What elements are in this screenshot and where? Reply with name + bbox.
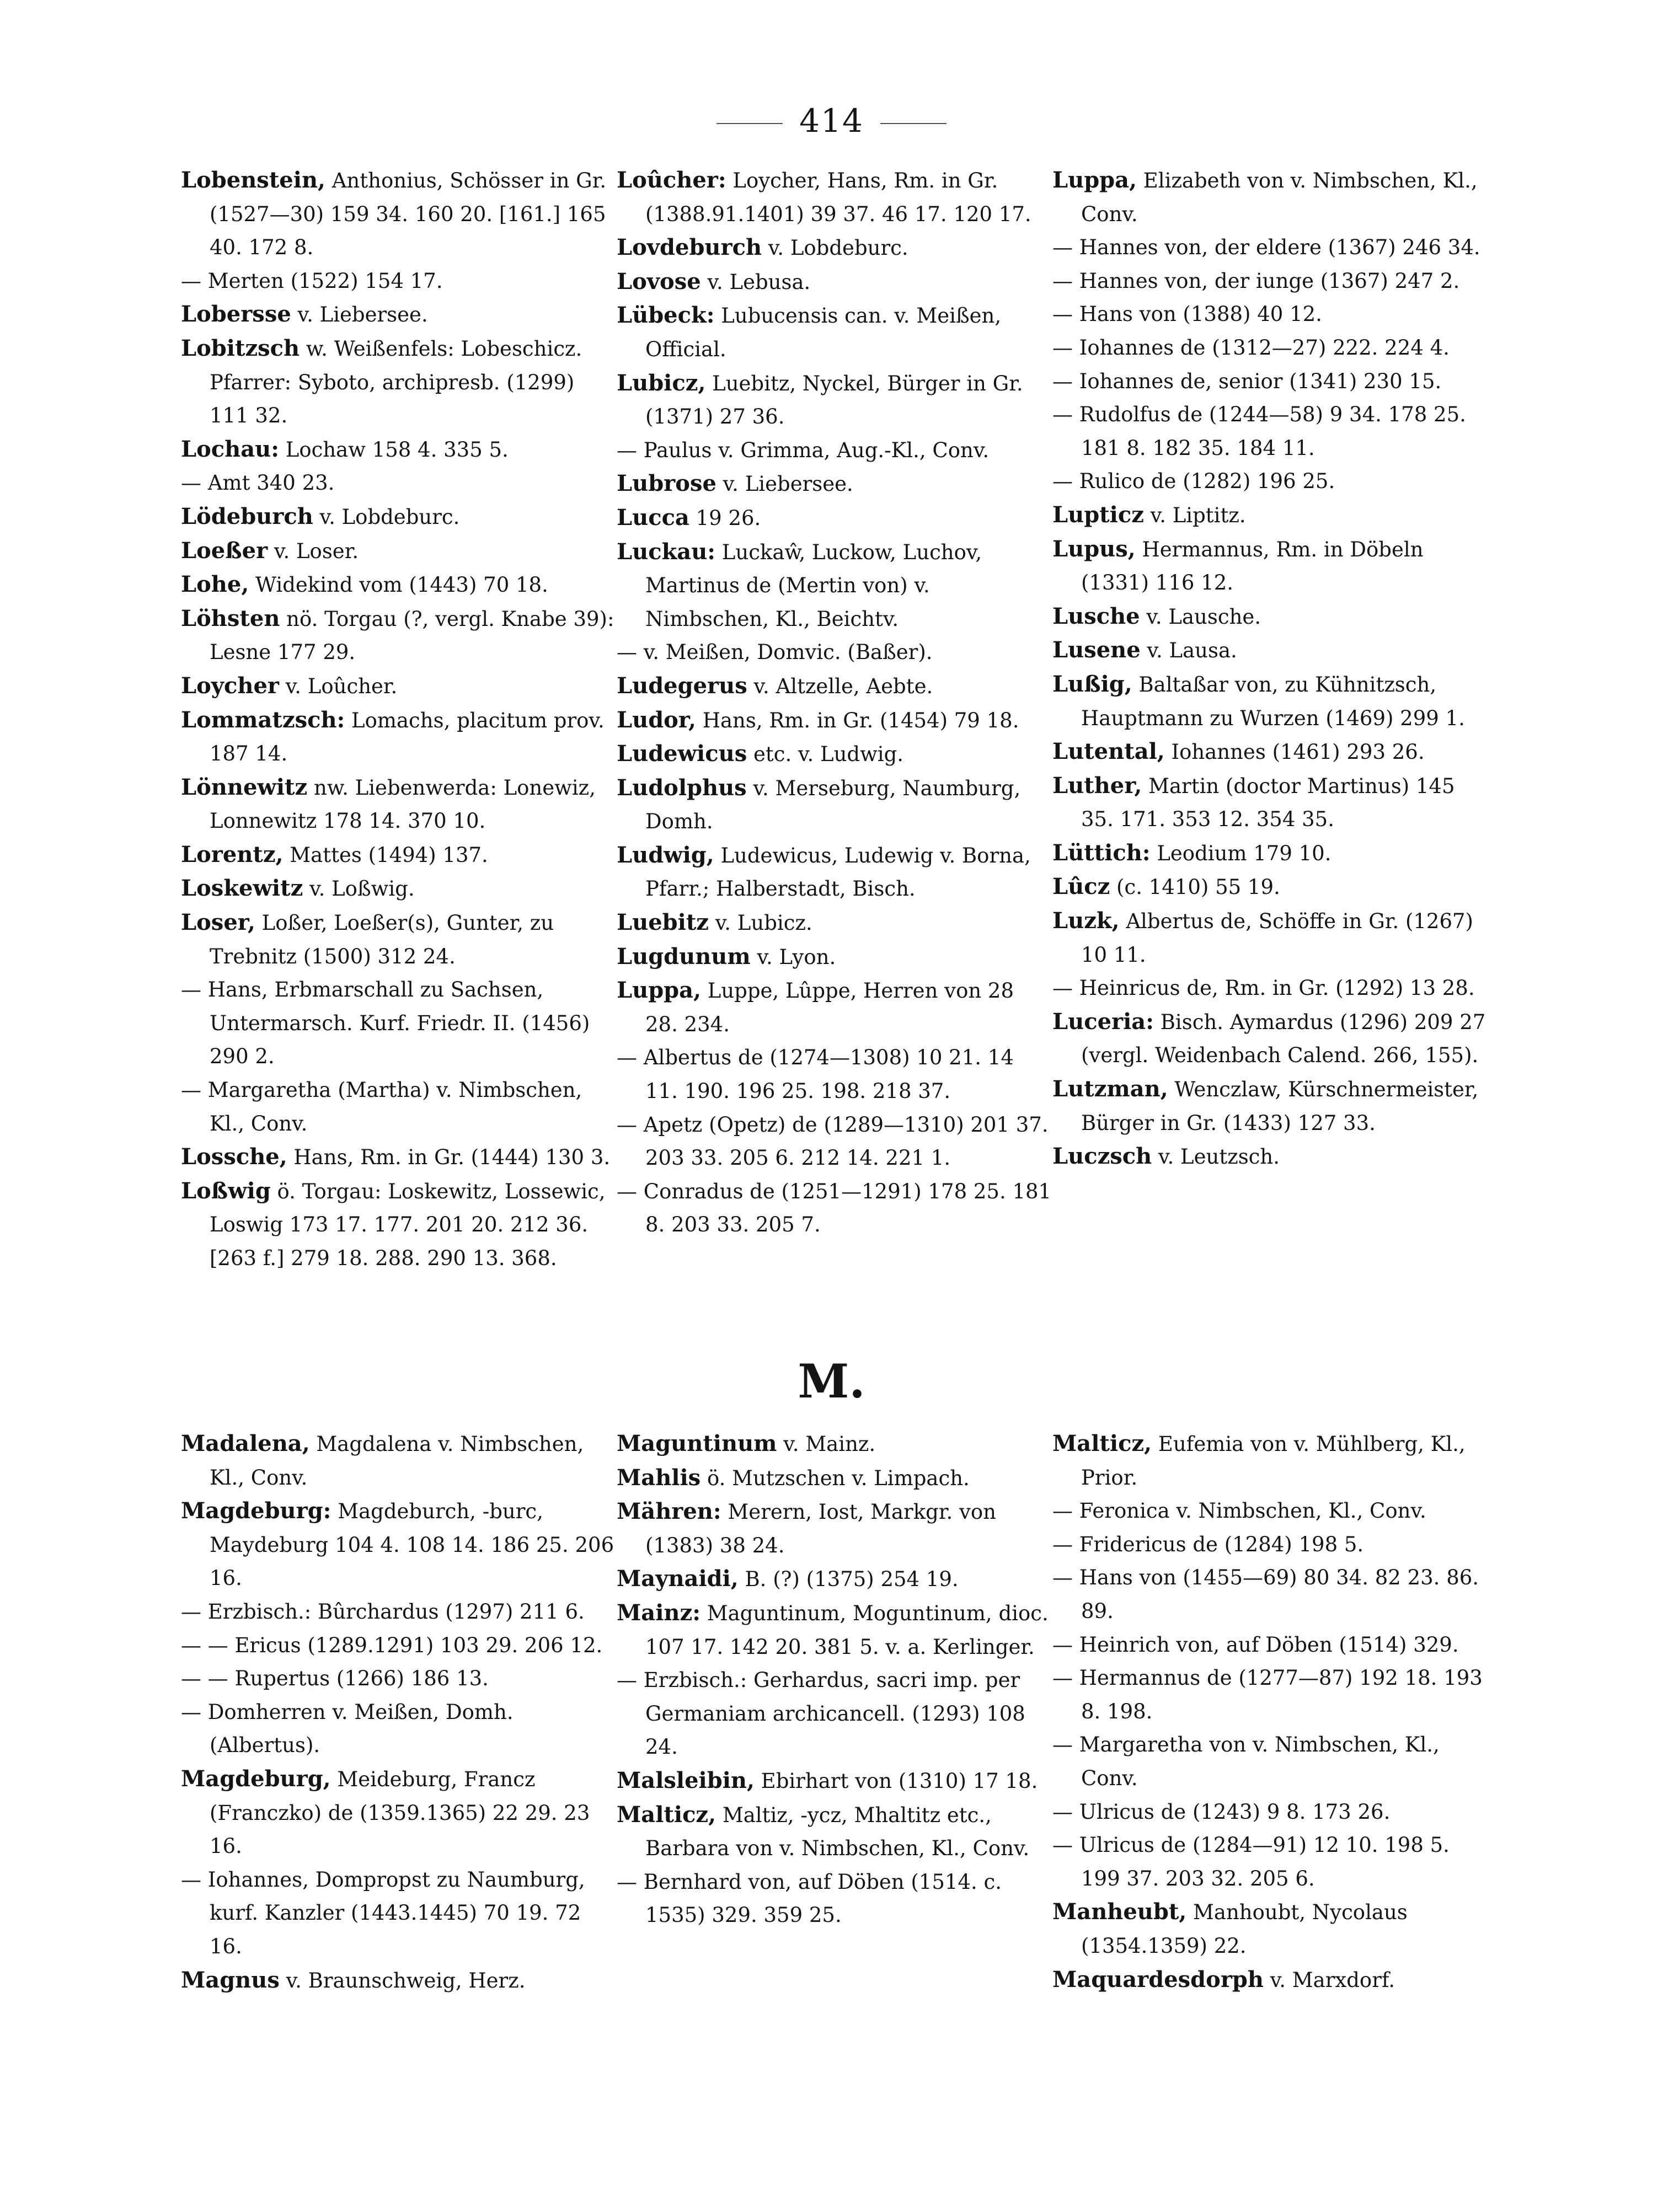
index-entry <box>617 1427 1052 1461</box>
index-entry <box>181 602 617 670</box>
index-entry-text: v. Loser. <box>268 539 359 563</box>
index-entry <box>1052 735 1488 769</box>
index-entry <box>1052 298 1488 331</box>
index-entry <box>617 940 1052 974</box>
index-entry-text: v. Lyon. <box>750 945 836 969</box>
index-entry-text: Magdalena v. Nimbschen, Kl., Conv. <box>210 1432 584 1490</box>
index-entry-text: Meideburg, Francz (Franczko) de (1359.1365) 22 29. 23 16. <box>210 1767 590 1858</box>
index-entry-text: v. Lobdeburc. <box>762 236 908 260</box>
index-entry <box>1052 600 1488 634</box>
index-entry <box>1052 904 1488 972</box>
index-headword: Luebitz <box>617 909 709 936</box>
index-entry <box>617 1597 1052 1664</box>
index-entry-text: Luppe, Lûppe, Herren von 28 28. 234. <box>645 979 1014 1036</box>
index-entry <box>617 1175 1052 1242</box>
index-entry <box>181 670 617 704</box>
index-entry <box>1052 465 1488 499</box>
index-entry-text: — Hannes von, der iunge (1367) 247 2. <box>1052 269 1460 293</box>
index-headword: Maquardesdorph <box>1052 1966 1264 1993</box>
index-headword: Lubrose <box>617 470 716 497</box>
index-entry <box>181 1175 617 1276</box>
index-entry-text: v. Lausa. <box>1140 639 1237 663</box>
index-entry <box>617 704 1052 738</box>
index-entry-text: Manhoubt, Nycolaus (1354.1359) 22. <box>1081 1900 1408 1958</box>
index-entry <box>181 298 617 332</box>
index-entry <box>617 501 1052 535</box>
index-entry <box>617 164 1052 231</box>
index-headword: Lubicz, <box>617 369 706 396</box>
index-entry <box>1052 1140 1488 1174</box>
index-entry-text: nw. Liebenwerda: Lonewiz, Lonnewitz 178 14. 370 10. <box>210 775 596 833</box>
index-entry-text: — Fridericus de (1284) 198 5. <box>1052 1532 1364 1556</box>
index-entry-text: Lomachs, placitum prov. 187 14. <box>210 708 605 766</box>
index-entry <box>1052 1728 1488 1795</box>
index-entry <box>617 231 1052 265</box>
index-entry <box>617 299 1052 366</box>
index-entry <box>1052 1629 1488 1662</box>
index-entry-text: — Feronica v. Nimbschen, Kl., Conv. <box>1052 1499 1426 1523</box>
header-rule-left <box>716 123 783 124</box>
index-entry <box>181 1595 617 1629</box>
index-entry-text: v. Lobdeburc. <box>313 505 460 529</box>
index-headword: Lobersse <box>181 301 291 328</box>
index-headword: Lobenstein, <box>181 167 325 193</box>
index-entry-text: v. Leutzsch. <box>1152 1145 1280 1169</box>
index-entry <box>617 1866 1052 1932</box>
index-entry-text: v. Merseburg, Naumburg, Domh. <box>645 776 1021 834</box>
index-entry-text: — Albertus de (1274—1308) 10 21. 14 11. 190. 196 25. 198. 218 37. <box>617 1046 1014 1104</box>
index-entry <box>1052 1895 1488 1963</box>
index-entry-text: Hans, Rm. in Gr. (1454) 79 18. <box>696 708 1019 732</box>
index-entry-text: — Amt 340 23. <box>181 471 335 495</box>
index-headword: Loeßer <box>181 537 268 564</box>
index-entry-text: ö. Torgau: Loskewitz, Lossewic, Loswig 173 17. 177. 201 20. 212 36. [263 f.] 279 18. 288. 290 13. 368. <box>210 1179 606 1270</box>
index-entry <box>1052 769 1488 837</box>
index-headword: Mainz: <box>617 1599 701 1626</box>
index-entry <box>617 737 1052 772</box>
index-entry <box>617 1798 1052 1866</box>
header-rule-right <box>880 123 947 124</box>
index-entry-text: — Ulricus de (1284—91) 12 10. 198 5. 199 37. 203 32. 205 6. <box>1052 1833 1450 1890</box>
index-headword: Ludewicus <box>617 741 747 767</box>
index-entry-text: Ebirhart von (1310) 17 18. <box>754 1769 1038 1793</box>
index-headword: Luther, <box>1052 772 1142 799</box>
index-entry-text: B. (?) (1375) 254 19. <box>738 1567 959 1592</box>
index-column-5 <box>617 1427 1052 1932</box>
index-entry <box>1052 1073 1488 1140</box>
index-entry-text: Hans, Rm. in Gr. (1444) 130 3. <box>287 1145 611 1170</box>
index-entry-text: Baltaßar von, zu Kühnitzsch, Hauptmann zu Wurzen (1469) 299 1. <box>1081 672 1465 730</box>
index-entry <box>1052 533 1488 600</box>
index-entry <box>181 771 617 838</box>
index-headword: Manheubt, <box>1052 1899 1187 1925</box>
index-entry <box>617 839 1052 906</box>
index-headword: Lußig, <box>1052 671 1132 697</box>
index-entry-text: Merern, Iost, Markgr. von (1383) 38 24. <box>645 1500 996 1557</box>
index-headword: Lusche <box>1052 603 1140 629</box>
index-headword: Lüttich: <box>1052 839 1151 866</box>
index-entry <box>1052 164 1488 231</box>
index-headword: Luppa, <box>1052 167 1137 193</box>
index-entry-text: Martin (doctor Martinus) 145 35. 171. 353 12. 354 35. <box>1081 774 1455 832</box>
index-entry <box>1052 231 1488 265</box>
index-entry <box>181 1140 617 1175</box>
index-entry-text: Maguntinum, Moguntinum, dioc. 107 17. 142 20. 381 5. v. a. Kerlinger. <box>645 1601 1049 1659</box>
index-entry-text: v. Mainz. <box>777 1432 876 1456</box>
page-number-text: 414 <box>799 102 864 140</box>
index-entry-text: — Conradus de (1251—1291) 178 25. 181 8. 203 33. 205 7. <box>617 1179 1052 1237</box>
index-entry-text: Magdeburch, -burc, Maydeburg 104 4. 108 14. 186 25. 206 16. <box>210 1499 614 1590</box>
index-entry-text: — Margaretha (Martha) v. Nimbschen, Kl., Conv. <box>181 1078 582 1136</box>
index-entry-text: — Merten (1522) 154 17. <box>181 269 443 293</box>
index-entry-text: Eufemia von v. Mühlberg, Kl., Prior. <box>1081 1432 1466 1490</box>
index-headword: Lûcz <box>1052 874 1110 900</box>
index-entry <box>181 1964 617 1998</box>
index-headword: Lucca <box>617 504 689 531</box>
index-entry-text: — Iohannes de, senior (1341) 230 15. <box>1052 369 1442 393</box>
index-entry-text: — Hans von (1455—69) 80 34. 82 23. 86. 89. <box>1052 1566 1479 1623</box>
index-entry <box>1052 331 1488 365</box>
index-headword: Lupus, <box>1052 535 1136 562</box>
index-headword: Magdeburg: <box>181 1498 331 1524</box>
index-entry-text: — Bernhard von, auf Döben (1514. c. 1535) 329. 359 25. <box>617 1870 1002 1927</box>
index-headword: Loycher <box>181 672 280 699</box>
index-entry-text: v. Loßwig. <box>303 877 415 901</box>
index-entry-text: (c. 1410) 55 19. <box>1110 875 1280 899</box>
index-headword: Magdeburg, <box>181 1765 331 1792</box>
index-entry <box>181 500 617 534</box>
index-entry-text: v. Loûcher. <box>279 674 398 698</box>
index-entry <box>617 265 1052 299</box>
index-headword: Lödeburch <box>181 503 313 529</box>
index-entry-text: Widekind vom (1443) 70 18. <box>249 573 548 597</box>
index-entry <box>181 1863 617 1964</box>
index-entry <box>181 265 617 298</box>
index-headword: Mähren: <box>617 1498 721 1525</box>
index-entry-text: — Rudolfus de (1244—58) 9 34. 178 25. 181 8. 182 35. 184 11. <box>1052 403 1466 460</box>
index-entry-text: Mattes (1494) 137. <box>283 843 488 867</box>
index-entry-text: — Paulus v. Grimma, Aug.-Kl., Conv. <box>617 438 990 462</box>
index-entry <box>181 1629 617 1663</box>
index-entry <box>181 1495 617 1595</box>
index-entry <box>1052 870 1488 904</box>
index-entry <box>181 973 617 1074</box>
index-entry <box>617 1461 1052 1496</box>
index-entry <box>617 535 1052 636</box>
index-column-4 <box>181 1427 617 1997</box>
index-entry-text: v. Liebersee. <box>291 303 428 327</box>
index-entry <box>1052 1662 1488 1728</box>
index-entry-text: — — Ericus (1289.1291) 103 29. 206 12. <box>181 1633 603 1657</box>
index-headword: Luckau: <box>617 538 716 565</box>
index-entry <box>617 670 1052 704</box>
index-headword: Malticz, <box>1052 1431 1152 1456</box>
index-entry-text: — Iohannes de (1312—27) 222. 224 4. <box>1052 335 1450 360</box>
index-headword: Madalena, <box>181 1431 310 1456</box>
index-entry <box>617 367 1052 434</box>
index-column-2 <box>617 164 1052 1242</box>
index-entry-text: v. Marxdorf. <box>1263 1968 1395 1992</box>
index-entry <box>1052 1528 1488 1562</box>
index-entry <box>617 1495 1052 1562</box>
index-entry <box>617 1562 1052 1597</box>
index-entry <box>1052 1495 1488 1528</box>
index-headword: Lutental, <box>1052 738 1165 765</box>
index-headword: Lutzman, <box>1052 1076 1168 1102</box>
index-headword: Lugdunum <box>617 943 751 970</box>
index-entry-text: Hermannus, Rm. in Döbeln (1331) 116 12. <box>1081 537 1424 595</box>
index-headword: Luppa, <box>617 977 701 1004</box>
index-entry-text: — Hans, Erbmarschall zu Sachsen, Untermarsch. Kurf. Friedr. II. (1456) 290 2. <box>181 978 590 1069</box>
index-entry-text: v. Altzelle, Aebte. <box>747 674 933 698</box>
index-entry <box>1052 265 1488 298</box>
index-headword: Lönnewitz <box>181 774 308 800</box>
index-column-6 <box>1052 1427 1488 1997</box>
index-entry-text: — Ulricus de (1243) 9 8. 173 26. <box>1052 1799 1391 1824</box>
page-number <box>0 102 1663 140</box>
index-entry-text: Elizabeth von v. Nimbschen, Kl., Conv. <box>1081 169 1478 226</box>
index-entry-text: Anthonius, Schösser in Gr. (1527—30) 159 34. 160 20. [161.] 165 40. 172 8. <box>210 169 607 260</box>
index-headword: Ludolphus <box>617 774 747 801</box>
index-headword: Maguntinum <box>617 1431 777 1456</box>
index-entry <box>1052 365 1488 399</box>
index-entry-text: v. Lausche. <box>1140 604 1261 629</box>
index-entry-text: — Hermannus de (1277—87) 192 18. 193 8. 198. <box>1052 1666 1483 1723</box>
index-entry-text: 19 26. <box>689 506 761 530</box>
index-entry <box>617 1041 1052 1108</box>
index-headword: Loûcher: <box>617 167 726 193</box>
index-entry-text: — Heinrich von, auf Döben (1514) 329. <box>1052 1632 1459 1657</box>
index-headword: Ludegerus <box>617 672 747 699</box>
index-entry <box>181 433 617 467</box>
index-entry <box>617 906 1052 940</box>
index-headword: Lorentz, <box>181 841 284 867</box>
index-entry-text: Ludewicus, Ludewig v. Borna, Pfarr.; Halberstadt, Bisch. <box>645 843 1031 901</box>
index-entry-text: Luebitz, Nyckel, Bürger in Gr. (1371) 27 36. <box>645 371 1023 429</box>
index-headword: Löhsten <box>181 605 280 631</box>
index-headword: Luceria: <box>1052 1008 1154 1035</box>
index-entry-text: — Erzbisch.: Gerhardus, sacri imp. per Germaniam archicancell. (1293) 108 24. <box>617 1668 1025 1759</box>
index-headword: Ludwig, <box>617 842 714 868</box>
index-entry <box>1052 634 1488 668</box>
index-entry-text: Wenczlaw, Kürschnermeister, Bürger in Gr. (1433) 127 33. <box>1081 1078 1479 1135</box>
index-entry <box>617 772 1052 839</box>
index-entry <box>181 568 617 602</box>
index-entry <box>1052 398 1488 465</box>
index-entry-text: — Rulico de (1282) 196 25. <box>1052 469 1335 494</box>
index-headword: Lusene <box>1052 637 1141 663</box>
index-entry <box>181 704 617 771</box>
index-entry <box>1052 1005 1488 1073</box>
index-entry <box>1052 1796 1488 1829</box>
index-headword: Lossche, <box>181 1144 287 1170</box>
index-entry <box>181 872 617 906</box>
index-entry-text: Loycher, Hans, Rm. in Gr. (1388.91.1401) 39 37. 46 17. 120 17. <box>645 169 1031 226</box>
index-entry-text: etc. v. Ludwig. <box>747 742 904 767</box>
index-entry <box>181 534 617 569</box>
index-entry-text: Albertus de, Schöffe in Gr. (1267) 10 11. <box>1081 909 1473 967</box>
index-headword: Lupticz <box>1052 501 1144 528</box>
index-entry <box>181 1763 617 1863</box>
index-entry <box>181 332 617 433</box>
index-headword: Lochau: <box>181 436 280 462</box>
index-entry-text: Luckaŵ, Luckow, Luchov, Martinus de (Mertin von) v. Nimbschen, Kl., Beichtv. <box>645 540 982 631</box>
index-entry-text: v. Lubicz. <box>709 911 812 935</box>
index-entry-text: — v. Meißen, Domvic. (Baßer). <box>617 640 933 665</box>
index-headword: Lovdeburch <box>617 234 762 261</box>
index-entry-text: Maltiz, -ycz, Mhaltitz etc., Barbara von v. Nimbschen, Kl., Conv. <box>645 1803 1030 1861</box>
index-entry-text: — Margaretha von v. Nimbschen, Kl., Conv. <box>1052 1733 1440 1790</box>
index-headword: Maynaidi, <box>617 1566 739 1592</box>
index-entry <box>181 164 617 265</box>
index-entry <box>181 838 617 872</box>
index-entry-text: w. Weißenfels: Lobeschicz. Pfarrer: Syboto, archipresb. (1299) 111 32. <box>210 336 582 428</box>
index-entry-text: v. Lebusa. <box>701 270 811 294</box>
index-headword: Loßwig <box>181 1177 271 1204</box>
index-entry <box>181 1696 617 1763</box>
index-entry-text: — Apetz (Opetz) de (1289—1310) 201 37. 203 33. 205 6. 212 14. 221 1. <box>617 1112 1049 1170</box>
index-headword: Malticz, <box>617 1801 716 1828</box>
index-entry <box>1052 837 1488 871</box>
index-headword: Malsleibin, <box>617 1767 755 1793</box>
index-entry <box>617 434 1052 468</box>
section-heading: M. <box>798 1354 865 1408</box>
index-entry-text: — Hans von (1388) 40 12. <box>1052 302 1322 326</box>
index-entry <box>181 467 617 500</box>
index-entry <box>1052 499 1488 533</box>
index-headword: Mahlis <box>617 1464 701 1491</box>
index-entry <box>617 974 1052 1041</box>
index-entry <box>617 636 1052 670</box>
index-column-1 <box>181 164 617 1276</box>
index-entry-text: — Heinricus de, Rm. in Gr. (1292) 13 28. <box>1052 976 1475 1000</box>
index-entry-text: — Erzbisch.: Bûrchardus (1297) 211 6. <box>181 1599 585 1624</box>
index-entry <box>617 1108 1052 1175</box>
index-entry-text: v. Liptitz. <box>1143 503 1246 527</box>
index-entry-text: Lubucensis can. v. Meißen, Official. <box>645 304 1002 361</box>
index-headword: Loser, <box>181 909 255 936</box>
index-entry-text: — — Rupertus (1266) 186 13. <box>181 1667 489 1691</box>
index-entry <box>1052 1963 1488 1997</box>
index-entry <box>617 1664 1052 1764</box>
index-headword: Lovose <box>617 268 701 294</box>
index-headword: Ludor, <box>617 706 696 733</box>
index-headword: Luzk, <box>1052 908 1120 934</box>
index-entry <box>1052 1561 1488 1628</box>
index-entry <box>181 1074 617 1140</box>
index-entry <box>181 1662 617 1696</box>
index-entry-text: Loßer, Loeßer(s), Gunter, zu Trebnitz (1500) 312 24. <box>210 911 554 968</box>
index-entry-text: Leodium 179 10. <box>1150 841 1332 865</box>
index-entry <box>1052 668 1488 735</box>
index-entry <box>181 906 617 973</box>
index-entry <box>617 467 1052 501</box>
index-column-3 <box>1052 164 1488 1174</box>
index-entry <box>181 1427 617 1495</box>
index-entry-text: — Iohannes, Dompropst zu Naumburg, kurf. Kanzler (1443.1445) 70 19. 72 16. <box>181 1867 585 1958</box>
index-headword: Lommatzsch: <box>181 706 345 733</box>
index-entry-text: — Hannes von, der eldere (1367) 246 34. <box>1052 235 1480 260</box>
index-entry-text: ö. Mutzschen v. Limpach. <box>701 1466 970 1490</box>
index-entry-text: v. Braunschweig, Herz. <box>279 1968 526 1993</box>
index-headword: Loskewitz <box>181 875 303 902</box>
index-headword: Lohe, <box>181 571 249 598</box>
index-entry-text: Iohannes (1461) 293 26. <box>1164 740 1425 764</box>
index-entry <box>1052 1829 1488 1895</box>
index-entry <box>1052 1427 1488 1495</box>
index-entry-text: Lochaw 158 4. 335 5. <box>279 437 509 462</box>
index-headword: Magnus <box>181 1967 280 1993</box>
index-headword: Lobitzsch <box>181 335 300 361</box>
index-entry-text: Bisch. Aymardus (1296) 209 27 (vergl. Weidenbach Calend. 266, 155). <box>1081 1010 1486 1068</box>
index-entry <box>617 1764 1052 1798</box>
index-headword: Lübeck: <box>617 302 715 329</box>
index-entry-text: v. Liebersee. <box>716 472 853 496</box>
index-headword: Luczsch <box>1052 1143 1152 1170</box>
index-entry-text: — Domherren v. Meißen, Domh. (Albertus). <box>181 1700 514 1758</box>
index-entry-text: nö. Torgau (?, vergl. Knabe 39): Lesne 177 29. <box>210 607 614 665</box>
index-entry <box>1052 972 1488 1005</box>
